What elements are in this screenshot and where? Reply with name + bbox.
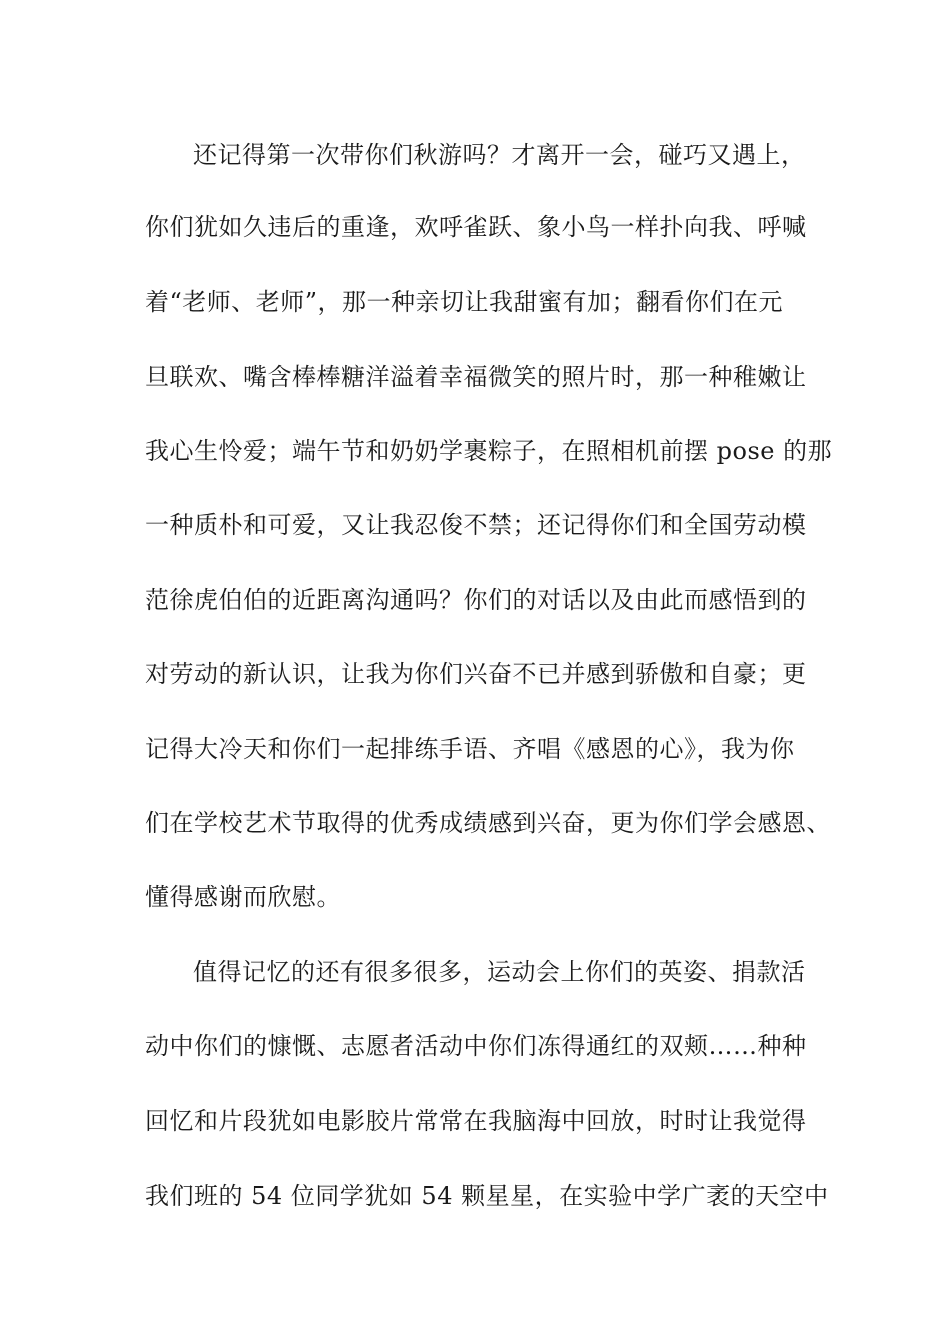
paragraph-1-line-7: 范徐虎伯伯的近距离沟通吗？你们的对话以及由此而感悟到的 xyxy=(145,586,807,614)
paragraph-1-line-9: 记得大冷天和你们一起排练手语、齐唱《感恩的心》，我为你 xyxy=(145,735,795,763)
paragraph-1-line-4: 旦联欢、嘴含棒棒糖洋溢着幸福微笑的照片时，那一种稚嫩让 xyxy=(145,363,807,391)
paragraph-2-line-2: 动中你们的慷慨、志愿者活动中你们冻得通红的双颊……种种 xyxy=(145,1032,807,1060)
paragraph-1-line-6: 一种质朴和可爱，又让我忍俊不禁；还记得你们和全国劳动模 xyxy=(145,511,807,539)
paragraph-1-line-11: 懂得感谢而欣慰。 xyxy=(145,883,341,911)
paragraph-1-line-10: 们在学校艺术节取得的优秀成绩感到兴奋，更为你们学会感恩、 xyxy=(145,809,831,837)
paragraph-1-line-2: 你们犹如久违后的重逢，欢呼雀跃、象小鸟一样扑向我、呼喊 xyxy=(145,213,807,241)
paragraph-1-line-5: 我心生怜爱；端午节和奶奶学裹粽子，在照相机前摆 pose 的那 xyxy=(145,437,833,465)
paragraph-1-line-1: 还记得第一次带你们秋游吗？才离开一会，碰巧又遇上， xyxy=(193,141,806,169)
paragraph-1-line-3: 着“老师、老师”，那一种亲切让我甜蜜有加；翻看你们在元 xyxy=(145,288,784,316)
paragraph-2-line-1: 值得记忆的还有很多很多，运动会上你们的英姿、捐款活 xyxy=(193,958,806,986)
paragraph-2-line-3: 回忆和片段犹如电影胶片常常在我脑海中回放，时时让我觉得 xyxy=(145,1107,807,1135)
paragraph-1-line-8: 对劳动的新认识，让我为你们兴奋不已并感到骄傲和自豪；更 xyxy=(145,660,807,688)
paragraph-2-line-4: 我们班的 54 位同学犹如 54 颗星星，在实验中学广袤的天空中 xyxy=(145,1182,829,1210)
